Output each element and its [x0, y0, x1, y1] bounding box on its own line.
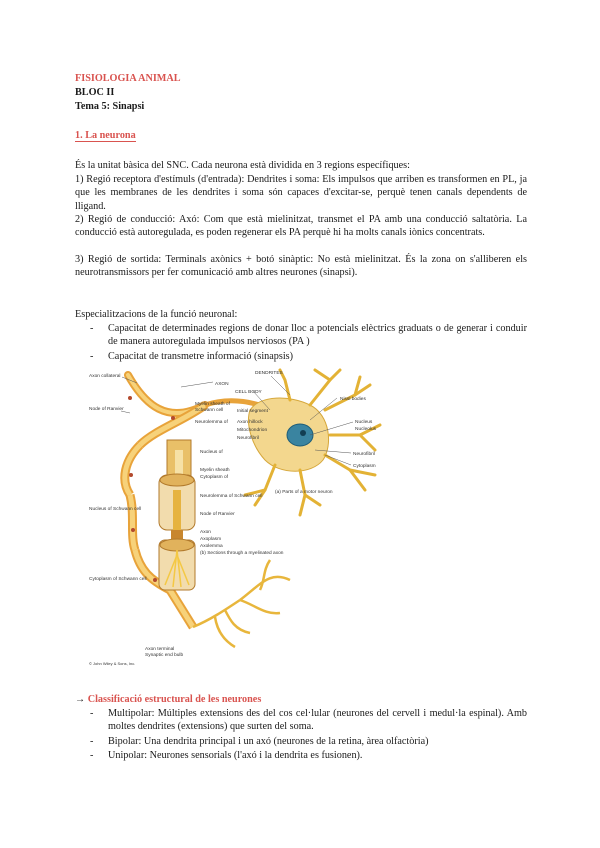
label-parts-caption: (a) Parts of a motor neuron	[275, 490, 333, 495]
label-sections-caption: (b) Sections through a myelinated axon	[200, 551, 284, 556]
section-heading-text: 1. La neurona	[75, 130, 136, 141]
label-nucleus-of: Nucleus of	[200, 450, 223, 455]
specializations-title: Especialitzacions de la funció neuronal:	[75, 309, 238, 320]
list-item-text: Multipolar: Múltiples extensions des del cos cel·lular (neurones del cervell i medul·la espinal). Amb moltes dendrites (extensions) que surten del soma.	[108, 708, 527, 733]
topic-title: Tema 5: Sinapsi	[75, 101, 145, 112]
label-axon-hillock: Axon hillock	[237, 420, 263, 425]
subject-title: FISIOLOGIA ANIMAL	[75, 73, 181, 84]
list-item	[90, 735, 527, 749]
label-nucleolus: Nucleolus	[355, 427, 377, 432]
label-axon-small: Axon	[200, 530, 211, 535]
list-item-text: Capacitat de determinades regions de donar lloc a potencials elèctrics graduats o de generar i conduir de manera autoregulada impulsos nerviosos (PA )	[108, 323, 527, 348]
label-axon: AXON	[215, 382, 229, 387]
label-axon-collateral: Axon collateral	[89, 374, 121, 379]
section-heading	[75, 129, 136, 142]
list-item	[90, 350, 527, 364]
list-item-text: Bipolar: Una dendrita principal i un axó (neurones de la retina, àrea olfactòria)	[108, 736, 429, 747]
bullet-dash: -	[90, 708, 94, 719]
label-neurofibril-1: Neurofibril	[237, 436, 259, 441]
label-cytoplasm: Cytoplasm	[353, 464, 376, 469]
region-1-paragraph: 1) Regió receptora d'estímuls (d'entrada): Dendrites i soma: Els impulsos que arriben es transformen en PL, ja que les membranes de les dendrites i soma són capaces d'excitar-se, perquè tenen canals dependents de lligand.	[75, 174, 527, 212]
block-title: BLOC II	[75, 87, 115, 98]
label-cytoplasm-of: Cytoplasm of	[200, 475, 228, 480]
neuron-diagram	[85, 365, 415, 670]
label-synaptic-end-bulb: Synaptic end bulb	[145, 653, 184, 658]
bullet-dash: -	[90, 323, 94, 334]
classification-heading: Classificació estructural de les neurones	[87, 694, 262, 705]
label-axoplasm: Axoplasm	[200, 537, 222, 542]
label-neurofibril-2: Neurofibril	[353, 452, 375, 457]
label-myelin-sheath: Myelin sheath	[200, 468, 230, 473]
label-axon-terminal: Axon terminal	[145, 647, 175, 652]
label-cytoplasm-of-schwann-cell: Cytoplasm of Schwann cell	[89, 577, 147, 582]
bullet-dash: -	[90, 351, 94, 362]
region-2-paragraph: 2) Regió de conducció: Axó: Com que està mielinitzat, transmet el PA amb una conducció saltatòria. La conducció està autoregulada, es poden regenerar els PA perquè hi ha molts canals iònics concentrats.	[75, 214, 527, 239]
label-nucleus: Nucleus	[355, 420, 373, 425]
label-neurolemma-of-schwann-cell: Neurolemma of Schwann cell	[200, 494, 263, 499]
region-3-paragraph: 3) Regió de sortida: Terminals axònics + botó sinàptic: No està mielinitzat. És la zona on s'alliberen els neurotransmissors per fer comunicació amb altres neurones (sinapsi).	[75, 254, 527, 279]
label-neurolemma-of: Neurolemma of	[195, 420, 228, 425]
bullet-dash: -	[90, 736, 94, 747]
label-dendrites: DENDRITES	[255, 371, 283, 376]
label-node-of-ranvier: Node of Ranvier	[89, 407, 124, 412]
intro-paragraph: És la unitat bàsica del SNC. Cada neurona està dividida en 3 regions específiques:	[75, 160, 410, 171]
bullet-dash: -	[90, 750, 94, 761]
figure-credit: © John Wiley & Sons, Inc.	[89, 661, 136, 666]
label-axolemma: Axolemma	[200, 544, 223, 549]
list-item	[90, 707, 527, 735]
list-item	[90, 322, 527, 350]
label-schwann-cell: Schwann cell	[195, 408, 224, 413]
list-item-text: Unipolar: Neurones sensorials (l'axó i la dendrita es fusionen).	[108, 750, 363, 761]
label-node-of-ranvier-2: Node of Ranvier	[200, 512, 235, 517]
label-cell-body: CELL BODY	[235, 390, 262, 395]
label-nissl-bodies: Nissl bodies	[340, 397, 366, 402]
label-mitochondrion: Mitochondrion	[237, 428, 268, 433]
label-nucleus-of-schwann-cell: Nucleus of Schwann cell	[89, 507, 142, 512]
list-item-text: Capacitat de transmetre informació (sinapsis)	[108, 351, 294, 362]
label-initial-segment: Initial segment	[237, 409, 268, 414]
arrow-icon: →	[75, 694, 86, 705]
list-item	[90, 749, 527, 763]
label-myelin-sheath-of: Myelin sheath of	[195, 402, 230, 407]
classification-heading-line	[75, 693, 261, 706]
